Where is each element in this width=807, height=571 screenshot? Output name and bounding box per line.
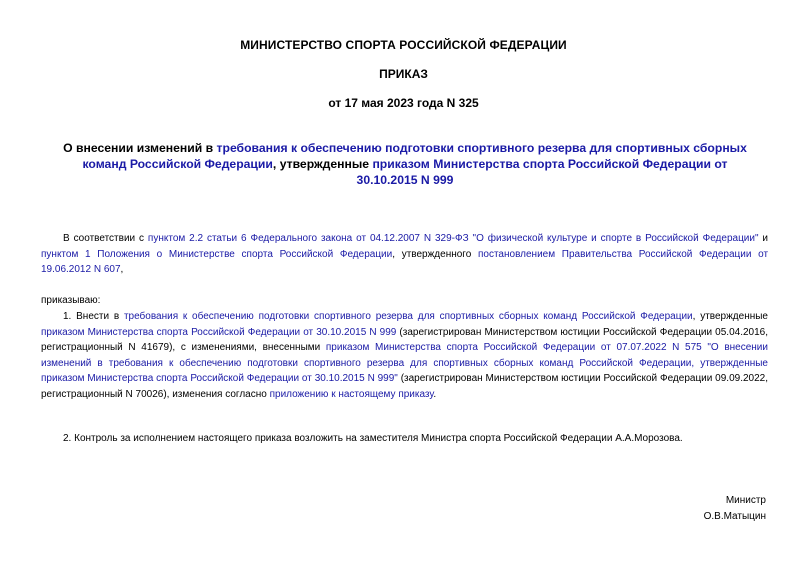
preamble-paragraph xyxy=(41,231,768,278)
government-resolution-link[interactable]: постановлением Правительства Российской Федерации от 19.06.2012 N 607 xyxy=(41,248,769,275)
ministry-regulation-link[interactable]: пунктом 1 Положения о Министерстве спорта Российской Федерации xyxy=(41,248,393,260)
item1-order-575-link[interactable]: приказом Министерства спорта Российской Федерации от 07.07.2022 N 575 "О внесении изменений в требования к обеспечению подготовки спортивного резерва для спортивных сборных команд Российской Федерации, утвержденные приказом Министерства спорта Российской Федерации от 30.10.2015 N 999" xyxy=(41,342,768,384)
order-date-number: от 17 мая 2023 года N 325 xyxy=(328,96,479,110)
item1-text-1: 1. Внести в xyxy=(63,311,124,322)
item-1-paragraph xyxy=(41,309,768,402)
preamble-text-4: , xyxy=(120,264,124,275)
title-order-link[interactable]: приказом Министерства спорта Российской Федерации от 30.10.2015 N 999 xyxy=(356,157,728,187)
signature-block xyxy=(704,493,766,524)
preamble-text-1: В соответствии с xyxy=(63,233,148,244)
item1-requirements-link[interactable]: требования к обеспечению подготовки спортивного резерва для спортивных сборных команд Российской Федерации xyxy=(123,311,693,322)
federal-law-link[interactable]: пунктом 2.2 статьи 6 Федерального закона от 04.12.2007 N 329-ФЗ "О физической культуре и спорте в Российской Федерации" xyxy=(147,233,759,244)
signatory-position: Министр xyxy=(725,495,766,506)
item-2-paragraph: 2. Контроль за исполнением настоящего приказа возложить на заместителя Министра спорта Российской Федерации А.А.Морозова. xyxy=(63,433,683,444)
document-title xyxy=(60,140,750,188)
title-text-1: О внесении изменений в xyxy=(63,141,217,155)
preamble-text-3: , утвержденного xyxy=(392,248,478,260)
order-word: приказываю: xyxy=(41,295,101,306)
item1-text-3: (зарегистрирован Министерством юстиции Российской Федерации 05.04.2016, регистрационный N 41679), с изменениями, внесенными xyxy=(41,326,769,353)
item1-text-4: (зарегистрирован Министерством юстиции Российской Федерации 09.09.2022, регистрационный N 70026), изменения согласно xyxy=(41,373,768,400)
ministry-heading: МИНИСТЕРСТВО СПОРТА РОССИЙСКОЙ ФЕДЕРАЦИИ xyxy=(240,38,567,52)
item1-text-5: . xyxy=(433,388,437,400)
signatory-name: О.В.Матыцин xyxy=(703,510,766,522)
document-type-heading: ПРИКАЗ xyxy=(379,67,428,81)
title-text-2: , утвержденные xyxy=(272,157,373,171)
preamble-text-2: и xyxy=(758,233,768,244)
item1-order-999-link[interactable]: приказом Министерства спорта Российской Федерации от 30.10.2015 N 999 xyxy=(41,326,397,338)
title-requirements-link[interactable]: требования к обеспечению подготовки спортивного резерва для спортивных сборных команд Российской Федерации xyxy=(82,141,747,171)
item1-appendix-link[interactable]: приложению к настоящему приказу xyxy=(269,388,434,400)
item1-text-2: , утвержденные xyxy=(692,311,768,322)
